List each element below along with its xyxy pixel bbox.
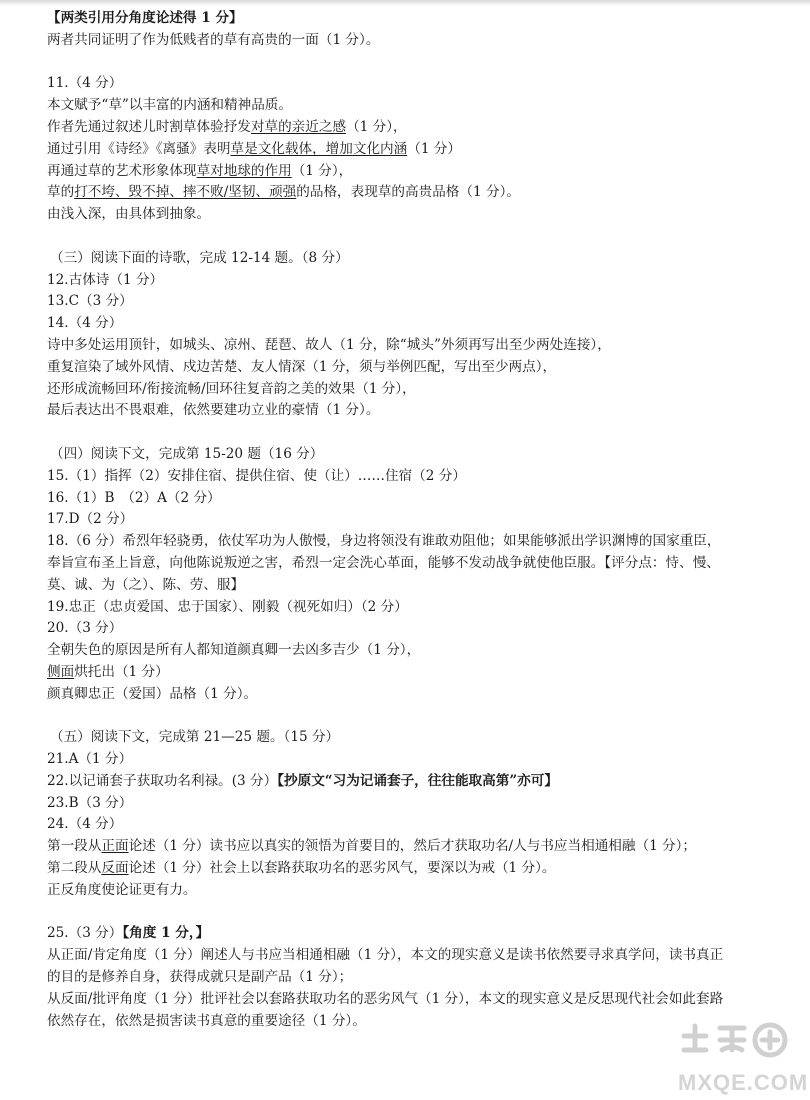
section-heading xyxy=(50,248,787,270)
line-text: 还形成流畅回环/衔接流畅/回环往复音韵之美的效果（1 分）， xyxy=(47,380,416,397)
line-text: （三）阅读下面的诗歌，完成 12-14 题。（8 分） xyxy=(50,249,349,266)
watermark-text: MXQE.COM xyxy=(678,1070,809,1095)
answer-line xyxy=(47,400,787,422)
line-text: 依然存在，依然是损害读书真意的重要途径（1 分）。 xyxy=(47,1012,366,1029)
line-text: 16.（1）B （2）A（2 分） xyxy=(47,489,221,506)
scan-top-edge xyxy=(0,0,810,6)
line-text: 20.（3 分） xyxy=(47,620,123,637)
answer-line xyxy=(47,858,787,880)
answer-line xyxy=(47,30,787,52)
answer-line xyxy=(47,967,787,989)
section-heading xyxy=(50,727,787,749)
line-text: 的目的是修养自身，获得成就只是副产品（1 分）； xyxy=(47,969,353,986)
answer-line xyxy=(47,771,787,793)
answer-line xyxy=(47,684,787,706)
underlined-keyphrase: 反面 xyxy=(101,860,129,877)
answer-line xyxy=(47,466,787,488)
line-text: 草的 xyxy=(47,184,75,201)
line-text: 正反角度使论证更有力。 xyxy=(47,881,197,898)
answer-line xyxy=(47,923,787,945)
line-text: 莫、诚、为（之）、陈、劳、服】 xyxy=(47,576,245,593)
line-text: 24.（4 分） xyxy=(47,816,123,833)
answer-line xyxy=(47,270,787,292)
underlined-keyphrase: 侧面 xyxy=(47,663,75,680)
answer-line xyxy=(47,335,787,357)
answer-line xyxy=(47,291,787,313)
line-text: 论述（1 分）读书应以真实的领悟为首要目的，然后才获取功名/人与书应当相通相融（1 分）； xyxy=(128,838,697,855)
answer-line xyxy=(47,357,787,379)
answer-line xyxy=(47,575,787,597)
line-text: 15.（1）指挥（2）安排住宿、提供住宿、使（让）……住宿（2 分） xyxy=(47,467,466,484)
underlined-keyphrase: 草是文化载体，增加文化内涵 xyxy=(230,140,408,157)
answer-line xyxy=(47,945,787,967)
answer-line xyxy=(47,662,787,684)
blank-line xyxy=(47,422,787,444)
answer-line xyxy=(47,8,787,30)
line-text: 奉旨宣布圣上旨意，向他陈说叛逆之害，希烈一定会洗心革面，能够不发动战争就使他臣服。【评分点：恃、慢、 xyxy=(47,554,720,571)
line-text: 23.B（3 分） xyxy=(47,794,133,811)
bold-note: 【角度 1 分，】 xyxy=(122,925,210,942)
underlined-keyphrase: 对草的亲近之感 xyxy=(250,118,347,135)
line-text: （1 分）， xyxy=(346,118,407,135)
answer-line xyxy=(47,204,787,226)
blank-line xyxy=(47,226,787,248)
line-text: 通过引用《诗经》《离骚》表明 xyxy=(47,140,231,157)
line-text: （五）阅读下文，完成第 21—25 题。（15 分） xyxy=(50,729,340,746)
answer-line xyxy=(47,182,787,204)
bold-note: 【抄原文“习为记诵套子，往往能取高第”亦可】 xyxy=(277,772,558,789)
line-text: 的品格，表现草的高贵品格（1 分）。 xyxy=(296,184,520,201)
answer-line xyxy=(47,117,787,139)
line-text: 颜真卿忠正（爱国）品格（1 分）。 xyxy=(47,685,258,702)
answer-line xyxy=(47,640,787,662)
blank-line xyxy=(47,52,787,74)
line-text: 烘托出（1 分） xyxy=(74,663,169,680)
line-text: 14.（4 分） xyxy=(47,315,123,332)
line-text: 19.忠正（忠贞爱国、忠于国家）、刚毅（视死如归）（2 分） xyxy=(47,598,408,615)
underlined-keyphrase: 正面 xyxy=(101,838,129,855)
line-text: 第一段从 xyxy=(47,838,102,855)
answer-line xyxy=(47,531,787,553)
answer-key-page xyxy=(47,8,787,1032)
line-text: 两者共同证明了作为低贱者的草有高贵的一面（1 分）。 xyxy=(47,31,380,48)
line-text: 再通过草的艺术形象体现 xyxy=(47,162,197,179)
line-text: 诗中多处运用顶针，如城头、凉州、琵琶、故人（1 分，除“城头”外须再写出至少两处连接）， xyxy=(47,336,611,353)
answer-line xyxy=(47,95,787,117)
underlined-keyphrase: 打不垮、毁不掉、摔不败/坚韧、顽强 xyxy=(74,184,297,201)
line-text: 17.D（2 分） xyxy=(47,511,134,528)
answer-line xyxy=(47,161,787,183)
line-text: 本文赋予“草”以丰富的内涵和精神品质。 xyxy=(47,97,292,114)
answer-line xyxy=(47,814,787,836)
answer-line xyxy=(47,379,787,401)
answer-line xyxy=(47,139,787,161)
line-text: 25.（3 分） xyxy=(47,925,123,942)
section-heading xyxy=(50,444,787,466)
line-text: 全朝失色的原因是所有人都知道颜真卿一去凶多吉少（1 分）， xyxy=(47,642,421,659)
line-text: （四）阅读下文，完成第 15-20 题（16 分） xyxy=(50,445,324,462)
blank-line xyxy=(47,902,787,924)
underlined-keyphrase: 草对地球的作用 xyxy=(196,162,292,179)
line-text: 最后表达出不畏艰难，依然要建功立业的豪情（1 分）。 xyxy=(47,402,380,419)
line-text: （1 分）， xyxy=(291,162,353,179)
answer-line xyxy=(47,73,787,95)
line-text: （1 分） xyxy=(407,140,461,157)
line-text: 重复渲染了域外风情、戍边苦楚、友人情深（1 分，须与举例匹配，写出至少两点）， xyxy=(47,358,557,375)
answer-line xyxy=(47,836,787,858)
answer-line xyxy=(47,553,787,575)
line-text: 从正面/肯定角度（1 分）阐述人与书应当相通相融（1 分），本文的现实意义是读书依然要寻求真学问，读书真正 xyxy=(47,947,724,964)
line-text: 11.（4 分） xyxy=(47,75,123,92)
line-text: 论述（1 分）社会上以套路获取功名的恶劣风气，要深以为戒（1 分）。 xyxy=(128,860,556,877)
line-text: 【两类引用分角度论述得 1 分】 xyxy=(47,10,243,26)
answer-line xyxy=(47,488,787,510)
answer-line xyxy=(47,749,787,771)
line-text: 21.A（1 分） xyxy=(47,751,133,768)
line-text: 作者先通过叙述儿时割草体验抒发 xyxy=(47,118,251,135)
answer-line xyxy=(47,597,787,619)
answer-line xyxy=(47,880,787,902)
answer-line xyxy=(47,793,787,815)
line-text: 22.以记诵套子获取功名利禄。(3 分） xyxy=(47,772,278,789)
blank-line xyxy=(47,706,787,728)
line-text: 12.古体诗（1 分） xyxy=(47,271,164,288)
answer-line xyxy=(47,509,787,531)
answer-line xyxy=(47,989,787,1011)
answer-line xyxy=(47,618,787,640)
line-text: 18.（6 分）希烈年轻骁勇，依仗军功为人傲慢，身边将领没有谁敢劝阻他；如果能够派出学识渊博的国家重臣， xyxy=(47,533,721,550)
line-text: 13.C（3 分） xyxy=(47,293,133,310)
line-text: 从反面/批评角度（1 分）批评社会以套路获取功名的恶劣风气（1 分），本文的现实意义是反思现代社会如此套路 xyxy=(47,990,724,1007)
line-text: 由浅入深，由具体到抽象。 xyxy=(47,206,211,223)
answer-line xyxy=(47,313,787,335)
line-text: 第二段从 xyxy=(47,860,102,877)
